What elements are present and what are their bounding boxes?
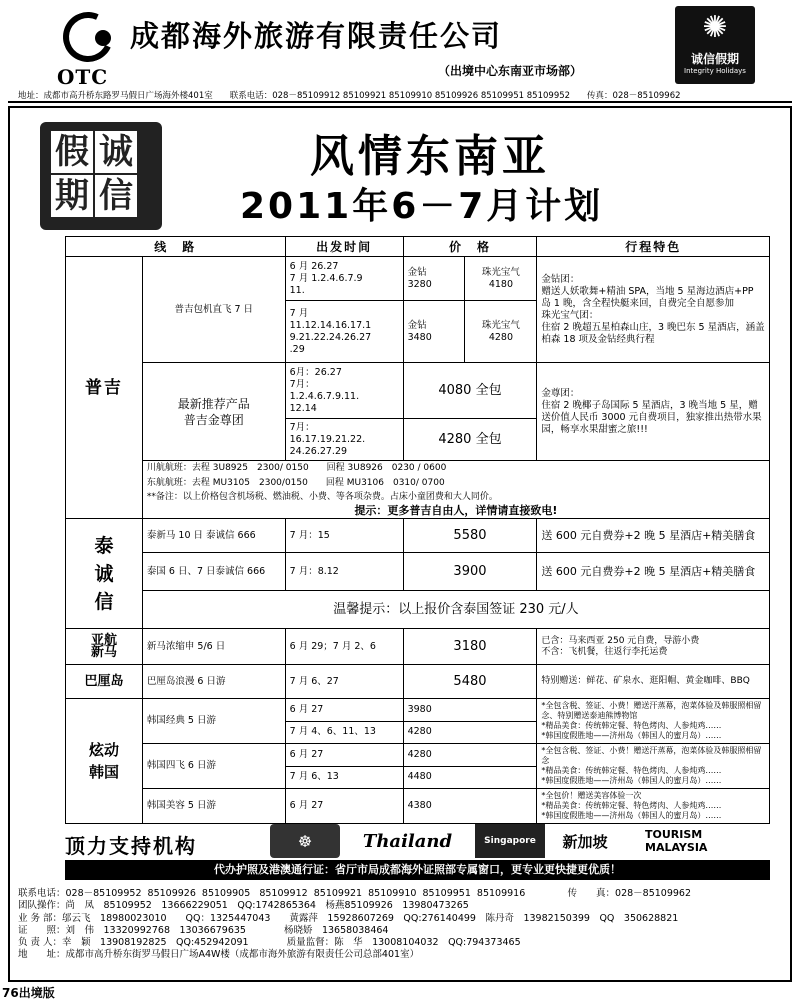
dates-cell: 6 月 27 bbox=[285, 789, 403, 824]
sponsor-title: 顶力支持机构 bbox=[65, 834, 197, 858]
table-row bbox=[66, 257, 770, 301]
flight-note: **备注：以上价格包含机场税、燃油税、小费、等各项杂费。占床小童团费和大人同价。 bbox=[146, 492, 498, 502]
header-route: 线 路 bbox=[66, 237, 286, 257]
region-phuket: 普吉 bbox=[66, 257, 143, 519]
features-cell: 特别赠送：鲜花、矿泉水、逛阳帽、黄金咖啡、BBQ bbox=[537, 665, 770, 699]
price-cell: 5480 bbox=[403, 665, 537, 699]
table-row bbox=[66, 789, 770, 824]
price-cell: 4480 bbox=[403, 766, 537, 789]
dates-cell: 7月： 16.17.19.21.22. 24.26.27.29 bbox=[285, 419, 403, 461]
table-row bbox=[66, 461, 770, 477]
dates-cell: 6 月 27 bbox=[285, 744, 403, 767]
price-cell: 3900 bbox=[403, 553, 537, 591]
dates-cell: 7 月：8.12 bbox=[285, 553, 403, 591]
tour-table bbox=[65, 236, 770, 824]
table-row bbox=[66, 363, 770, 419]
thailand-logo: Thailand bbox=[362, 830, 453, 852]
flight-info: 东航航班：去程 MU3105 2300/0150 回程 MU3106 0310/ 0700 bbox=[142, 476, 769, 491]
features-cell: 送 600 元自费券+2 晚 5 星酒店+精美膳食 bbox=[537, 553, 770, 591]
dates-cell: 7 月 11.12.14.16.17.1 9.21.22.24.26.27 .29 bbox=[285, 301, 403, 363]
price-cell: 4280 全包 bbox=[403, 419, 537, 461]
route-cell: 新马浓缩申 5/6 日 bbox=[142, 629, 285, 665]
dates-cell: 6 月 26.27 7 月 1.2.4.6.7.9 11. bbox=[285, 257, 403, 301]
emblem-icon: ☸ bbox=[270, 824, 340, 858]
seal-char: 假 bbox=[51, 131, 93, 173]
price-gold: 金钻 3480 bbox=[403, 301, 465, 363]
company-name: 成都海外旅游有限责任公司 bbox=[130, 19, 503, 53]
dates-cell: 7 月 6、13 bbox=[285, 766, 403, 789]
route-cell: 韩国经典 5 日游 bbox=[142, 699, 285, 744]
price-pearl: 珠光宝气 4280 bbox=[465, 301, 537, 363]
route-cell: 韩国四飞 6 日游 bbox=[142, 744, 285, 789]
features-cell: 已含：马来西亚 250 元自费，导游小费 不含：飞机餐，往返行李托运费 bbox=[537, 629, 770, 665]
integrity-cn: 诚信假期 bbox=[690, 52, 739, 66]
headline-title: 风情东南亚 bbox=[310, 131, 550, 182]
malaysia-logo: TOURISM MALAYSIA bbox=[645, 828, 708, 854]
phuket-tip: 提示：更多普吉自由人，详情请直接致电! bbox=[354, 504, 558, 517]
contact-block: 联系电话：028－85109952 85109926 85109905 85109912 85109921 85109910 85109951 85109916 传 真：028－85109962 团队操作：尚 凤 85109952 13666229051 QQ:1742865364 杨燕85109926 13980473265 业 务 部：邬云飞 18980023010 QQ：1325447043 黄露萍 15928607269 QQ:276140499 陈丹奇 13982150399 QQ 350628821 证 照：刘 伟 13320992768 13036679635 杨晓娇 13658038464 负 责 人：幸 颖 13908192825 QQ:452942091 质量监督：陈 华 13008104032 QQ:794373465 地 址：成都市高升桥东街罗马假日广场A4W楼（成都市海外旅游有限责任公司总部401室） bbox=[18, 888, 692, 961]
price-cell: 4280 bbox=[403, 744, 537, 767]
sponsor-logos bbox=[270, 824, 770, 860]
dates-cell: 7 月 4、6、11、13 bbox=[285, 721, 403, 744]
header-divider bbox=[8, 101, 792, 103]
table-row bbox=[66, 665, 770, 699]
thai-tip: 温馨提示：以上报价含泰国签证 230 元/人 bbox=[142, 591, 769, 629]
features-cell: *全包价！赠送美容体验一次 *精品美食：传统韩定餐、特色烤肉、人参炖鸡…… *韩国度假胜地——济州岛（韩国人的蜜月岛）…… bbox=[537, 789, 770, 824]
otc-logo bbox=[55, 10, 130, 88]
seal-char: 诚 bbox=[95, 131, 137, 173]
seal-char: 信 bbox=[95, 175, 137, 217]
department: （出境中心东南亚市场部） bbox=[438, 64, 583, 78]
price-pearl: 珠光宝气 4180 bbox=[465, 257, 537, 301]
price-cell: 5580 bbox=[403, 519, 537, 553]
region-thai: 泰 诚 信 bbox=[66, 519, 143, 629]
route-cell: 韩国美容 5 日游 bbox=[142, 789, 285, 824]
otc-text: OTC bbox=[57, 65, 109, 89]
route-cell: 泰国 6 日、7 日泰诚信 666 bbox=[142, 553, 285, 591]
table-row bbox=[66, 519, 770, 553]
seal-logo bbox=[40, 122, 162, 230]
dates-cell: 6月：26.27 7月： 1.2.4.6.7.9.11. 12.14 bbox=[285, 363, 403, 419]
features-cell: *全包含税、签证、小费！赠送汗蒸幕，泡菜体验及韩服照相留念 *精品美食：传统韩定餐、特色烤肉、人参炖鸡…… *韩国度假胜地——济州岛（韩国人的蜜月岛）…… bbox=[537, 744, 770, 789]
header-dates: 出发时间 bbox=[285, 237, 403, 257]
flight-info: 川航航班：去程 3U8925 2300/ 0150 回程 3U8926 0230 / 0600 bbox=[142, 461, 769, 477]
integrity-en: Integrity Holidays bbox=[684, 67, 746, 75]
table-row bbox=[66, 744, 770, 767]
table-row bbox=[66, 699, 770, 722]
features-cell: 金尊团： 住宿 2 晚椰子岛国际 5 星酒店，3 晚当地 5 星，赠送价值人民币 3000 元自费项目，独家推出热带水果园，畅享水果甜蜜之旅!!! bbox=[537, 363, 770, 461]
header-address: 地址：成都市高升桥东路罗马假日广场海外楼401室 联系电话：028－85109912 85109921 85109910 85109926 85109951 85109952 传真：028－85109962 bbox=[18, 91, 681, 101]
price-cell: 4080 全包 bbox=[403, 363, 537, 419]
price-cell: 3980 bbox=[403, 699, 537, 722]
price-cell: 3180 bbox=[403, 629, 537, 665]
singapore-cn-logo: 新加坡 bbox=[562, 832, 608, 851]
route-cell: 巴厘岛浪漫 6 日游 bbox=[142, 665, 285, 699]
table-row bbox=[66, 553, 770, 591]
price-cell: 4280 bbox=[403, 721, 537, 744]
palm-icon: ✺ bbox=[702, 10, 728, 45]
dates-cell: 7 月：15 bbox=[285, 519, 403, 553]
dates-cell: 6 月 27 bbox=[285, 699, 403, 722]
dates-cell: 7 月 6、27 bbox=[285, 665, 403, 699]
header-features: 行程特色 bbox=[537, 237, 770, 257]
region-asia: 亚航 新马 bbox=[66, 629, 143, 665]
price-gold: 金钻 3280 bbox=[403, 257, 465, 301]
price-cell: 4380 bbox=[403, 789, 537, 824]
route-cell: 普吉包机直飞 7 日 bbox=[142, 257, 285, 363]
table-header-row bbox=[66, 237, 770, 257]
route-cell: 最新推荐产品 普吉金尊团 bbox=[142, 363, 285, 461]
features-cell: 送 600 元自费券+2 晚 5 星酒店+精美膳食 bbox=[537, 519, 770, 553]
features-cell: 金钻团： 赠送人妖歌舞+精油 SPA，当地 5 星海边酒店+PP 岛 1 晚，含全程快艇来回，自费完全自愿参加 珠光宝气团： 住宿 2 晚超五星柏森山庄，3 晚巴东 5 星酒店，涵盖柏森 18 项及金钻经典行程 bbox=[537, 257, 770, 363]
table-row bbox=[66, 476, 770, 491]
table-row bbox=[66, 591, 770, 629]
integrity-holidays-logo bbox=[675, 6, 755, 84]
header-price: 价 格 bbox=[403, 237, 537, 257]
otc-dot-icon bbox=[95, 30, 111, 46]
region-bali: 巴厘岛 bbox=[66, 665, 143, 699]
page-label: 76出境版 bbox=[2, 986, 55, 1000]
seal-char: 期 bbox=[51, 175, 93, 217]
table-row bbox=[66, 491, 770, 519]
region-korea: 炫动 韩国 bbox=[66, 699, 143, 824]
singapore-logo: Singapore bbox=[475, 824, 545, 858]
table-row bbox=[66, 629, 770, 665]
features-cell: *全包含税、签证、小费！赠送汗蒸幕，泡菜体验及韩服照相留念、特别赠送泰迪熊博物馆 *精品美食：传统韩定餐、特色烤肉、人参炖鸡…… *韩国度假胜地——济州岛（韩国人的蜜月岛）…… bbox=[537, 699, 770, 744]
route-cell: 泰新马 10 日 泰诚信 666 bbox=[142, 519, 285, 553]
dates-cell: 6 月 29；7 月 2、6 bbox=[285, 629, 403, 665]
passport-banner: 代办护照及港澳通行证：省厅市局成都海外证照部专属窗口，更专业更快捷更优质！ bbox=[65, 860, 770, 880]
headline-subtitle: 2011年6－7月计划 bbox=[240, 186, 604, 227]
